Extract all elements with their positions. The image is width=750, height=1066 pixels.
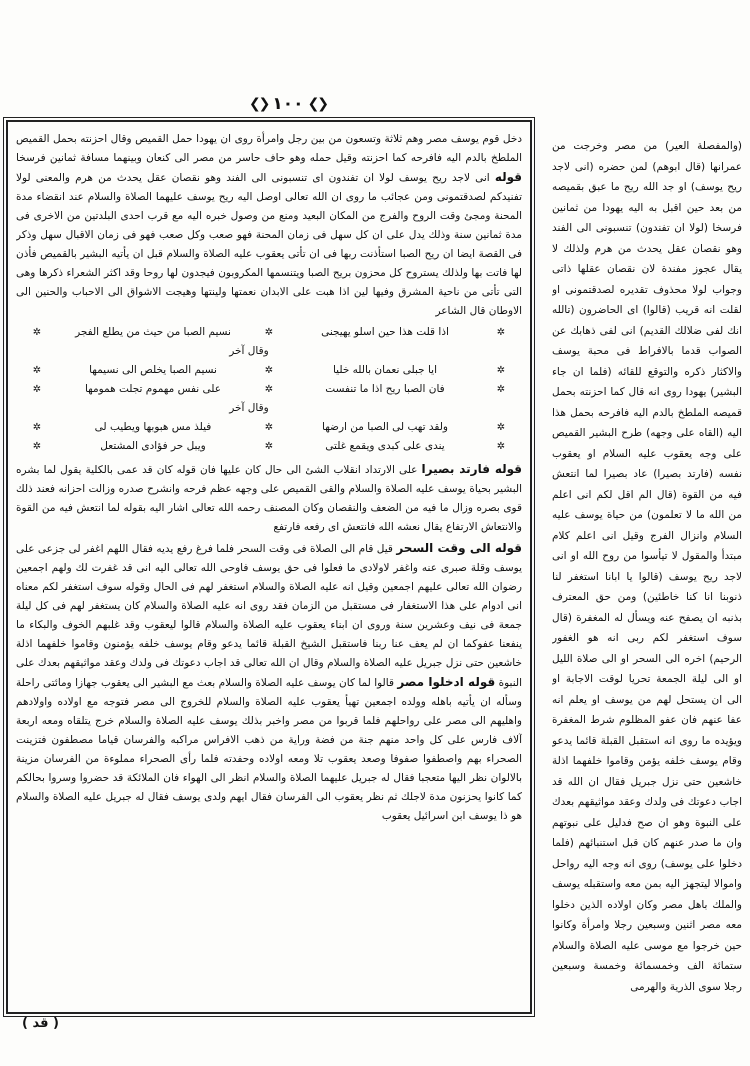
margin-tafsir: (والمفصلة العير) من مصر وخرجت من عمرانها (قال ابوهم) لمن حضره (انى لاجد ريح يوسف) او جد الله ريح ما عبق بقميصه من بعد حين اقبل به اليه يهودا من ثمانين فرسخا (لولا ان تفندون) تنسبونى الى الفند وهو نقصان عقل يحدث من هرم ولذلك لا يقال عجوز مفندة لان نقصان عقلها ذاتى وجواب لولا محذوف تقديره لصدقتمونى او لقلت انه قريب (قالوا) اى الحاضرون (تالله انك لفى ضلالك القديم) انى لفى ذهابك عن الصواب قدما بالافراط فى محبة يوسف والاكثار ذكره والتوقع للقائه (فلما ان جاء البشير) يهودا روى انه قال كما احزنته بحمل قميصه الملطخ بالدم اليه فافرحه بحمل هذا اليه (القاه على وجهه) طرح البشير القميص على وجه يعقوب عليه السلام او يعقوب نفسه (فارتد بصيرا) عاد بصيرا لما انتعش فيه من القوة (قال الم اقل لكم انى اعلم من الله ما لا تعلمون) من حياة يوسف عليه السلام وانزال الفرج وقيل انى اعلم كلام مبتدأ والمقول لا تيأسوا من روح الله او انى لاجد ريح يوسف (قالوا يا ابانا استغفر لنا ذنوبنا انا كنا خاطئين) ومن حق المعترف بذنبه ان يصفح عنه ويسأل له المغفرة (قال سوف استغفر لكم ربى انه هو الغفور الرحيم) اخره الى السحر او الى صلاة الليل او الى ليلة الجمعة تحريا لوقت الاجابة او الى ان يستحل لهم من يوسف او يعلم انه عفا عنهم فان عفو المظلوم شرط المغفرة ويؤيده ما روى انه استقبل القبلة قائما يدعو وقام يوسف خلفه يؤمن وقاموا خلفهما اذلة خاشعين حتى نزل جبريل فقال ان الله قد اجاب دعوتك فى ولدك وعقد مواثيقهم بعدك على النبوة وهو ان صح فدليل على نبوتهم وان ما صدر عنهم كان قبل استنبائهم (فلما دخلوا على يوسف) روى انه وجه اليه رواحل واموالا ليتجهز اليه بمن معه واستقبله يوسف والملك باهل مصر وكان اولاده الذين دخلوا معه مصر اثنين وسبعين رجلا وامرأة وكانوا حين خرجوا مع موسى عليه الصلاة والسلام ستمائة الف وخمسمائة وخمسة وسبعين رجلا سوى الذرية والهرمى — [552, 140, 742, 993]
star-ornament: ✲ — [32, 365, 42, 376]
star-ornament: ✲ — [264, 422, 274, 433]
verse-label: وقال آخر — [229, 345, 269, 357]
paragraph: قوله فارتد بصيرا على الارتداد انقلاب الشئ الى حال كان عليها فان قوله كان قد عمى بالكلية يقول لما بشره البشير بحياة يوسف عليه الصلاة والسلام والقى القميص على وجهه عظم فرحه وانشرح صدره وزالت احزانه فعند ذلك قوى بصره وزال ما فيه من الضعف والنقصان وكان المصنف رحمه الله تعالى اشار اليه بقوله لما انتعش فيه من القوة والانتعاش الارتفاع يقال نعشه الله فانتعش اى رفعه فارتفع — [16, 462, 522, 533]
verse-hemistich: فان الصبا ريح اذا ما تنفست — [325, 383, 445, 395]
main-commentary — [16, 130, 522, 1004]
verse-hemistich: ولقد تهب لى الصبا من ارضها — [322, 421, 448, 433]
paragraph: قوله الى وقت السحر قيل قام الى الصلاة فى وقت السحر فلما فرغ رفع يديه فقال اللهم اغفر لى جزعى على يوسف وقلة صبرى عنه واغفر لاولادى ما فعلوا فى حق يوسف فاوحى الله تعالى اليه انى قد غفرت لك ولهم اجمعين رضوان الله تعالى عليهم اجمعين وقيل انه عليه الصلاة والسلام استغفر لهم فى الحال وقوله سوف استغفر لكم معناه انى ادوام على هذا الاستغفار فى مستقبل من الزمان فقد روى انه عليه الصلاة والسلام كان يستغفر لهم فى كل ليلة جمعة فى نيف وعشرين سنة وروى ان ابناء يعقوب عليه الصلاة والسلام قالوا ليعقوب وقد غلبهم الخوف والبكاء ما ينفعنا عفوكما ان لم يعف عنا ربنا فاستقبل الشيخ القبلة قائما يدعو وقام يوسف خلفه يؤمنون وقاموا خلفهما اذلة خاشعين حتى نزل جبريل عليه الصلاة والسلام وقال ان الله تعالى قد اجاب دعوتك فى ولدك وعقد مواثيقهم بعدك على النبوة قوله ادخلوا مصر قالوا لما كان يوسف عليه الصلاة والسلام بعث مع البشير الى يعقوب جهازا ومائتى راحلة وسأله ان يأتيه باهله وولده اجمعين تهيأ يعقوب عليه الصلاة والسلام للخروج الى مصر فتوجه مع اولاده واولادهم واهليهم الى مصر على رواحلهم فلما قربوا من مصر واخبر بذلك يوسف عليه الصلاة والسلام خرج يتلقاه ومعه اربعة آلاف فارس على كل واحد منهم جنة من فضة وراية من ذهب الافراس مراكبه والفرسان قياما مصطفون فتزينت الصحراء بهم واصطفوا صفوفا وصعد يعقوب تلا ومعه اولاده وحفدته فلما رأى الصحراء مملوءة من الفرسان مزينة بالالوان نظر اليها متعجبا فقال له جبريل عليهما الصلاة والسلام انظر الى الهواء فان الملائكة قد حضروا وسروا بحالكم كما كانوا يحزنون مدة لاجلك ثم نظر يعقوب الى الفرسان فقال ايهم ولدى يوسف فقال له جبريل عليه الصلاة والسلام هو ذا يوسف ابن اسرائيل يعقوب — [16, 541, 522, 822]
section-heading: قوله ادخلوا مصر — [397, 675, 496, 689]
page-number: ١٠٠ — [272, 94, 304, 114]
verse-hemistich: يندى على كبدى ويقمع غلتى — [325, 440, 445, 452]
star-ornament: ✲ — [32, 441, 42, 452]
ornament-right: ❮❯ — [307, 96, 328, 112]
poetry-block — [16, 323, 522, 456]
footer-catchword: ( قد ) — [22, 1016, 59, 1031]
star-ornament: ✲ — [496, 422, 506, 433]
verse-line — [16, 361, 522, 380]
section-heading: قوله فارتد بصيرا — [421, 462, 522, 476]
star-ornament: ✲ — [496, 441, 506, 452]
verse-hemistich: فيلذ مس هبوبها ويطيب لى — [94, 421, 212, 433]
star-ornament: ✲ — [32, 422, 42, 433]
verse-hemistich: ويبل حر فؤادى المشتعل — [100, 440, 206, 452]
verse-hemistich: نسيم الصبا من حيث من يطلع الفجر — [75, 326, 231, 338]
star-ornament: ✲ — [264, 384, 274, 395]
verse-line — [16, 323, 522, 342]
page-header — [228, 92, 348, 116]
star-ornament: ✲ — [264, 365, 274, 376]
section-heading: قوله — [494, 170, 522, 184]
star-ornament: ✲ — [496, 384, 506, 395]
star-ornament: ✲ — [32, 327, 42, 338]
verse-line — [16, 380, 522, 399]
verse-hemistich: على نفس مهموم تجلت همومها — [84, 383, 222, 395]
section-heading: قوله الى وقت السحر — [396, 541, 522, 555]
paragraph: دخل قوم يوسف مصر وهم ثلاثة وتسعون من بين رجل وامرأة روى ان يهودا حمل القميص وقال احزنته بحمل القميص الملطخ بالدم اليه فافرحه كما احزنته وقيل حمله وهو حاف حاسر من مصر الى كنعان وبينهما مسافة ثمانين فرسخا قوله انى لاجد ريح يوسف لولا ان تفندون اى تنسبونى الى الفند وهو نقصان عقل يحدث من هرم والمعنى لولا تفنيدكم لصدقتمونى ومن عجائب ما روى ان الله تعالى اوصل اليه ريح يوسف عليهما الصلاة والسلام عند انقضاء مدة المحنة ومجئ وقت الروح والفرج من المكان البعيد ومنع من وصول خبره اليه مع قرب احدى البلدتين من الاخرى فى مدة ثمانين سنة وذلك يدل على ان كل سهل فى زمان المحنة فهو صعب وكل صعب فهو فى زمان الاقبال سهل وذكر فى القصة ايضا ان ريح الصبا استأذنت ربها فى ان تأتى يعقوب عليه الصلاة والسلام قبل ان يأتيه البشير بالقميص فأذن لها فاتت بها ولذلك يستروح كل محزون بريح الصبا ويتنسمها المكروبون فيجدون لها روحا وقد اكثر الشعراء ذكرها وهى التى تأتى من ناحية المشرق وفيها لين اذا هبت على الابدان نعمتها ولينتها وهيجت الاشواق الى الاحباب والحنين الى الاوطان قال الشاعر — [16, 133, 522, 317]
star-ornament: ✲ — [496, 365, 506, 376]
verse-hemistich: نسيم الصبا يخلص الى نسيمها — [89, 364, 217, 376]
verse-label: وقال آخر — [229, 402, 269, 414]
ornament-left: ❮❯ — [248, 96, 269, 112]
star-ornament: ✲ — [264, 327, 274, 338]
star-ornament: ✲ — [496, 327, 506, 338]
star-ornament: ✲ — [264, 441, 274, 452]
star-ornament: ✲ — [32, 384, 42, 395]
verse-hemistich: اذا قلت هذا حين اسلو يهيجنى — [321, 326, 449, 338]
verse-line — [16, 418, 522, 437]
verse-line — [16, 437, 522, 456]
verse-hemistich: ايا جبلى نعمان بالله خليا — [332, 364, 437, 376]
